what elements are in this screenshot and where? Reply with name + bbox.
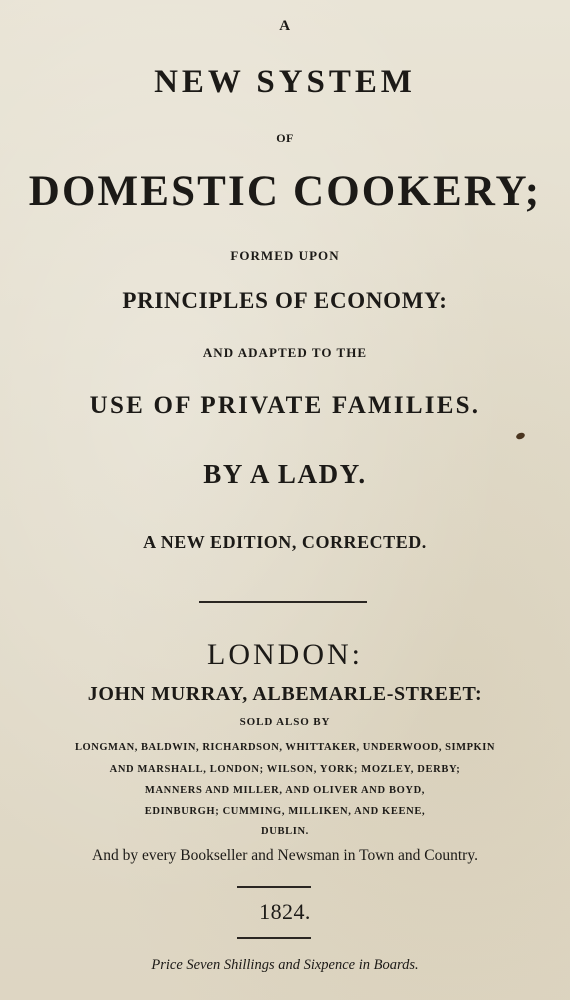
imprint-sellers-line: MANNERS AND MILLER, AND OLIVER AND BOYD,	[144, 785, 426, 796]
subtitle-principles: PRINCIPLES OF ECONOMY:	[122, 288, 448, 313]
title-of: OF	[276, 131, 294, 145]
subtitle-adapted: AND ADAPTED TO THE	[202, 345, 368, 360]
imprint-sellers-line: EDINBURGH; CUMMING, MILLIKEN, AND KEENE,	[144, 806, 426, 817]
subtitle-private-families: USE OF PRIVATE FAMILIES.	[89, 392, 481, 419]
title-article: A	[279, 18, 291, 34]
year-rule-bottom	[237, 937, 311, 939]
edition-line: A NEW EDITION, CORRECTED.	[143, 532, 427, 552]
imprint-year: 1824.	[259, 899, 311, 924]
author-line: BY A LADY.	[203, 459, 367, 489]
imprint-sold-also: SOLD ALSO BY	[239, 716, 331, 728]
imprint-price: Price Seven Shillings and Sixpence in Boards.	[151, 957, 419, 973]
imprint-sellers-line: DUBLIN.	[261, 826, 309, 837]
imprint-city: LONDON:	[207, 638, 363, 671]
title-line-new-system: NEW SYSTEM	[154, 64, 416, 100]
title-line-domestic-cookery: DOMESTIC COOKERY;	[28, 168, 542, 215]
imprint-booksellers: And by every Bookseller and Newsman in Town and Country.	[92, 847, 478, 864]
imprint-sellers-line: AND MARSHALL, LONDON; WILSON, YORK; MOZLEY, DERBY;	[109, 764, 461, 775]
subtitle-formed-upon: FORMED UPON	[230, 248, 340, 263]
year-rule-top	[237, 886, 311, 888]
imprint-sellers-line: LONGMAN, BALDWIN, RICHARDSON, WHITTAKER, UNDERWOOD, SIMPKIN	[75, 742, 495, 753]
imprint-publisher: JOHN MURRAY, ALBEMARLE-STREET:	[87, 683, 483, 705]
divider-rule	[199, 601, 367, 603]
ink-stain	[515, 432, 526, 441]
